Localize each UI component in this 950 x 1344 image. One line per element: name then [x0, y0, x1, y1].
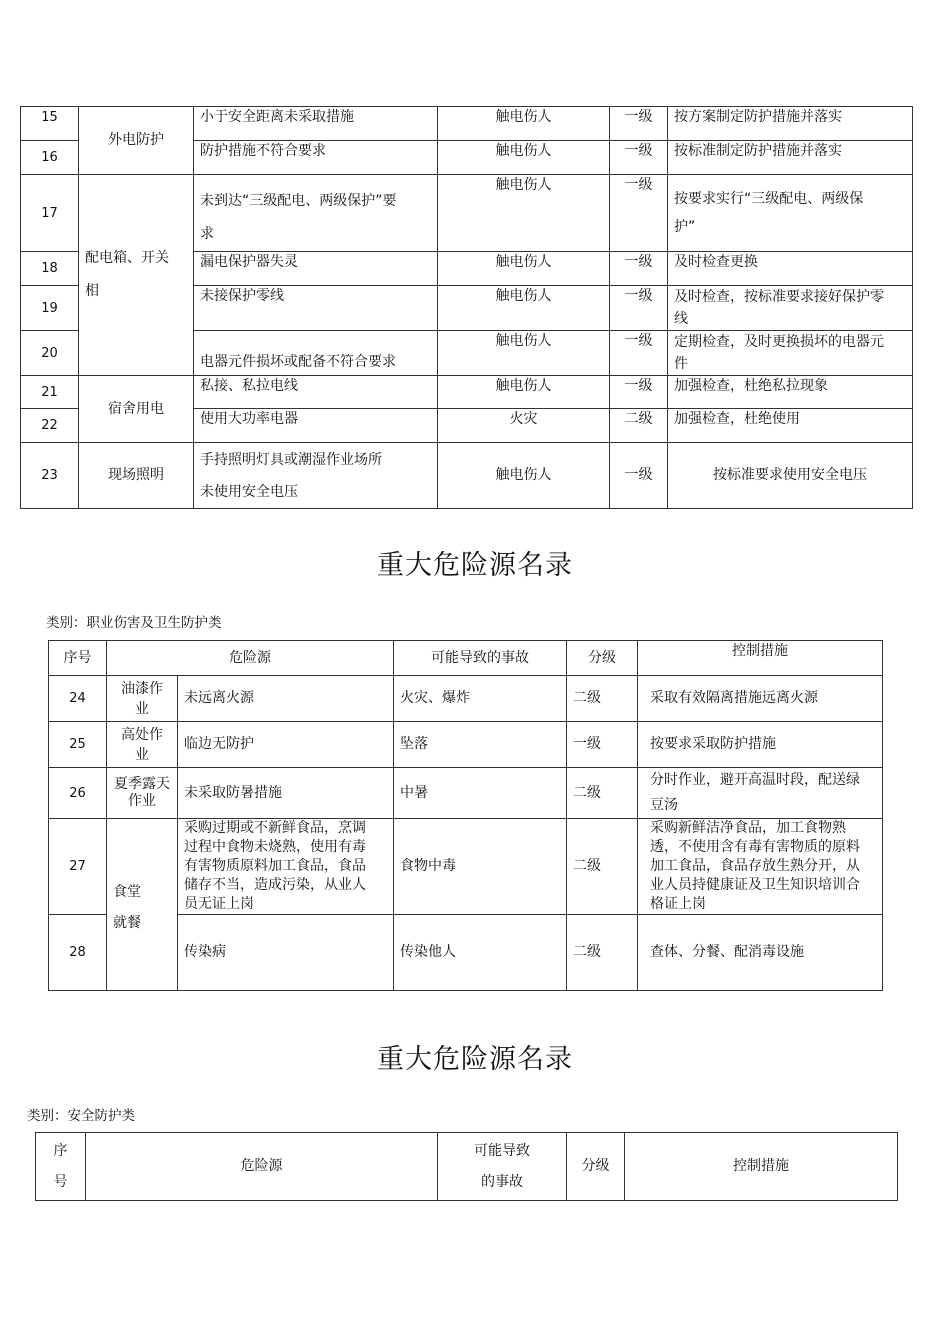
hazard-group: 现场照明: [79, 443, 194, 509]
possible-accident: 触电伤人: [438, 331, 610, 376]
hazard-level: 二级: [567, 676, 638, 722]
possible-accident: 触电伤人: [438, 286, 610, 331]
hazard-source: 电器元件损坏或配备不符合要求: [194, 331, 438, 376]
possible-accident: 触电伤人: [438, 252, 610, 286]
header-accident: 可能导致 的事故: [438, 1133, 567, 1201]
hazard-group: 宿舍用电: [79, 376, 194, 443]
hazard-source: 未采取防暑措施: [178, 768, 394, 819]
header-accident: 可能导致的事故: [394, 641, 567, 676]
category-label: 类别：安全防护类: [27, 1108, 135, 1124]
hazard-level: 一级: [610, 175, 668, 252]
control-measure: 及时检查，按标准要求接好保护零 线: [668, 286, 913, 331]
header-source: 危险源: [86, 1133, 438, 1201]
row-number: 15: [21, 107, 79, 141]
row-number: 18: [21, 252, 79, 286]
possible-accident: 中暑: [394, 768, 567, 819]
section-title: 重大危险源名录: [377, 550, 573, 581]
hazard-level: 一级: [610, 107, 668, 141]
possible-accident: 触电伤人: [438, 141, 610, 175]
header-level: 分级: [567, 641, 638, 676]
hazard-source: 未远离火源: [178, 676, 394, 722]
hazard-level: 一级: [610, 331, 668, 376]
hazard-level: 一级: [567, 722, 638, 768]
control-measure: 分时作业，避开高温时段，配送绿 豆汤: [638, 768, 883, 819]
hazard-group: 高处作 业: [107, 722, 178, 768]
header-source: 危险源: [107, 641, 394, 676]
table-row: [21, 175, 913, 252]
hazard-source: 传染病: [178, 915, 394, 991]
control-measure: 按标准要求使用安全电压: [668, 443, 913, 509]
hazard-source: 私接、私拉电线: [194, 376, 438, 409]
possible-accident: 火灾: [438, 409, 610, 443]
table-row: [49, 722, 883, 768]
control-measure: 采取有效隔离措施远离火源: [638, 676, 883, 722]
hazard-group: 外电防护: [79, 107, 194, 175]
hazard-level: 二级: [610, 409, 668, 443]
possible-accident: 触电伤人: [438, 443, 610, 509]
hazard-source: 采购过期或不新鲜食品，烹调 过程中食物未烧熟，使用有毒 有害物质原料加工食品，食品 储存不当，造成污染，从业人 员无证上岗: [178, 819, 394, 915]
row-number: 23: [21, 443, 79, 509]
hazard-source: 防护措施不符合要求: [194, 141, 438, 175]
hazard-level: 一级: [610, 376, 668, 409]
row-number: 26: [49, 768, 107, 819]
hazard-level: 一级: [610, 443, 668, 509]
hazard-level: 一级: [610, 252, 668, 286]
header-measure: 控制措施: [638, 641, 883, 676]
row-number: 24: [49, 676, 107, 722]
possible-accident: 食物中毒: [394, 819, 567, 915]
hazard-source: 未接保护零线: [194, 286, 438, 331]
control-measure: 采购新鲜洁净食品，加工食物熟 透，不使用含有毒有害物质的原料 加工食品，食品存放生熟分开，从 业人员持健康证及卫生知识培训合 格证上岗: [638, 819, 883, 915]
row-number: 21: [21, 376, 79, 409]
hazard-level: 二级: [567, 915, 638, 991]
possible-accident: 触电伤人: [438, 107, 610, 141]
section-title: 重大危险源名录: [377, 1044, 573, 1075]
hazard-level: 一级: [610, 286, 668, 331]
hazard-level: 一级: [610, 141, 668, 175]
control-measure: 按要求采取防护措施: [638, 722, 883, 768]
row-number: 19: [21, 286, 79, 331]
header-level: 分级: [567, 1133, 625, 1201]
hazard-group: 配电箱、开关 相: [79, 175, 194, 376]
control-measure: 查体、分餐、配消毒设施: [638, 915, 883, 991]
table-row: [21, 376, 913, 409]
table-row: [49, 676, 883, 722]
possible-accident: 传染他人: [394, 915, 567, 991]
header-measure: 控制措施: [625, 1133, 898, 1201]
hazard-source: 使用大功率电器: [194, 409, 438, 443]
category-label: 类别：职业伤害及卫生防护类: [46, 615, 222, 631]
table-row: [49, 819, 883, 915]
hazard-source: 漏电保护器失灵: [194, 252, 438, 286]
possible-accident: 触电伤人: [438, 175, 610, 252]
control-measure: 按方案制定防护措施并落实: [668, 107, 913, 141]
control-measure: 按要求实行“三级配电、两级保 护”: [668, 175, 913, 252]
hazard-source: 临边无防护: [178, 722, 394, 768]
table-row: [21, 107, 913, 141]
row-number: 28: [49, 915, 107, 991]
hazard-group: 食堂 就餐: [107, 819, 178, 991]
header-no: 序 号: [36, 1133, 86, 1201]
hazard-level: 二级: [567, 819, 638, 915]
row-number: 20: [21, 331, 79, 376]
control-measure: 按标准制定防护措施并落实: [668, 141, 913, 175]
table-row: [21, 443, 913, 509]
possible-accident: 火灾、爆炸: [394, 676, 567, 722]
table-row: [49, 768, 883, 819]
row-number: 25: [49, 722, 107, 768]
hazard-source: 未到达“三级配电、两级保护”要 求: [194, 175, 438, 252]
row-number: 27: [49, 819, 107, 915]
control-measure: 加强检查，杜绝私拉现象: [668, 376, 913, 409]
row-number: 17: [21, 175, 79, 252]
table-header-row: [36, 1133, 898, 1201]
possible-accident: 坠落: [394, 722, 567, 768]
table-header-row: [49, 641, 883, 676]
hazard-source: 小于安全距离未采取措施: [194, 107, 438, 141]
hazard-source: 手持照明灯具或潮湿作业场所 未使用安全电压: [194, 443, 438, 509]
control-measure: 加强检查，杜绝使用: [668, 409, 913, 443]
possible-accident: 触电伤人: [438, 376, 610, 409]
header-no: 序号: [49, 641, 107, 676]
hazard-level: 二级: [567, 768, 638, 819]
hazard-table-occupational: [48, 640, 883, 991]
control-measure: 定期检查，及时更换损坏的电器元 件: [668, 331, 913, 376]
row-number: 16: [21, 141, 79, 175]
hazard-table-electrical: [20, 106, 913, 509]
hazard-table-safety: [35, 1132, 898, 1201]
control-measure: 及时检查更换: [668, 252, 913, 286]
hazard-group: 夏季露天 作业: [107, 768, 178, 819]
row-number: 22: [21, 409, 79, 443]
hazard-group: 油漆作 业: [107, 676, 178, 722]
